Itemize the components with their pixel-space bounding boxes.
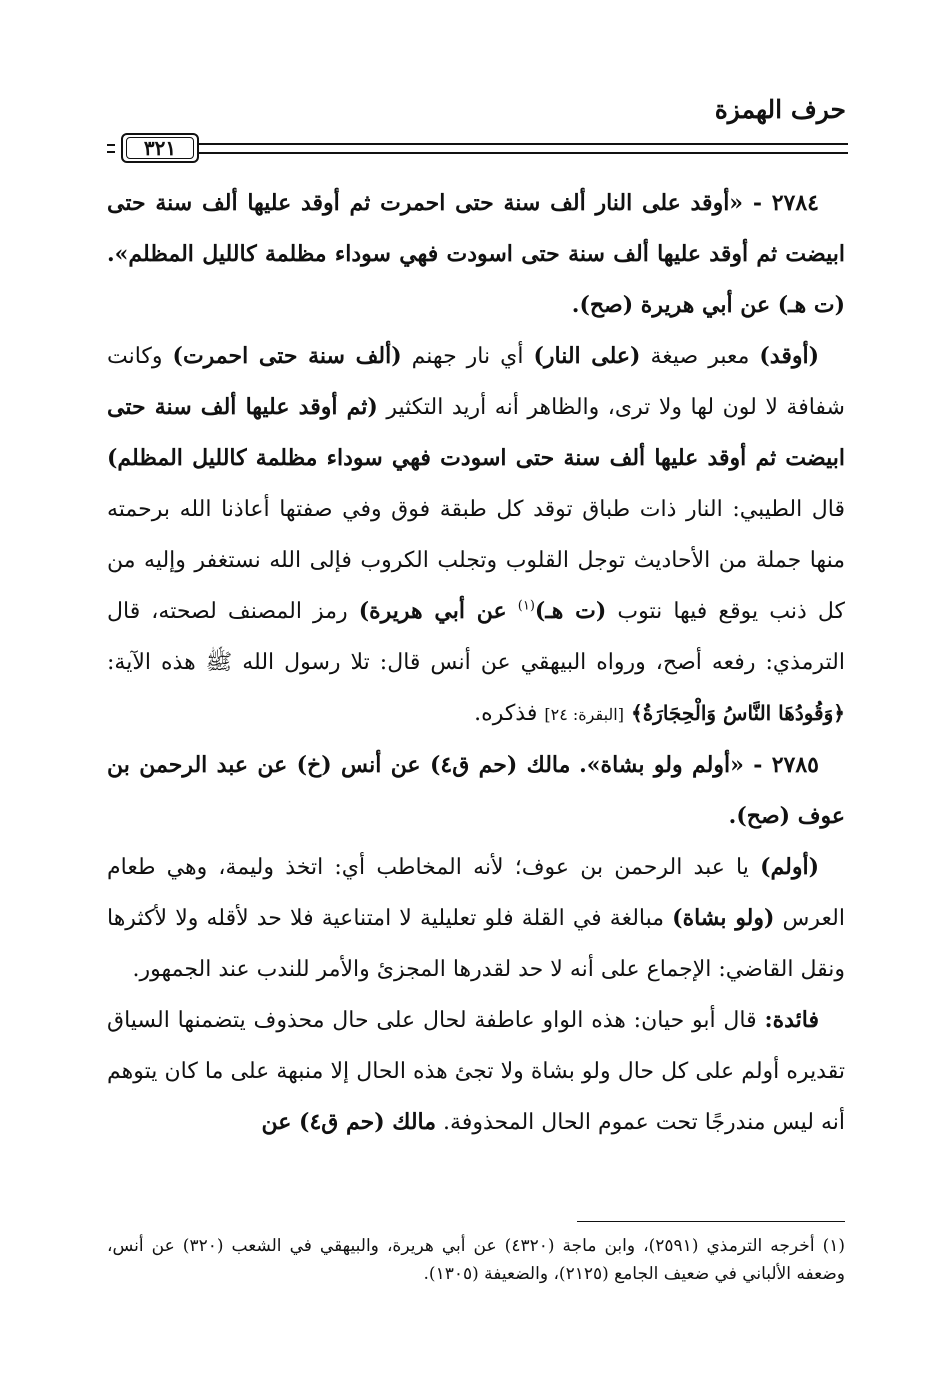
hadith-text: «أولم ولو بشاة».: [579, 752, 744, 778]
running-title: حرف الهمزة: [714, 95, 846, 124]
commentary-text: فذكره.: [474, 701, 538, 726]
faida-trailing-source: مالك (حم ق٤) عن: [261, 1109, 437, 1135]
faida-paragraph: [107, 995, 845, 1148]
commentary-text: رمز المصنف لصحته، قال الترمذي: رفعه أصح، ورواه البيهقي عن أنس قال: تلا رسول الله ﷺ هذه الآية:: [107, 599, 845, 675]
commentary-term: (ثم أوقد عليها ألف سنة حتى ابيضت ثم أوقد عليها ألف سنة حتى اسودت فهي سوداء مظلمة كالليل المظلم): [107, 394, 845, 471]
page-number: ٣٢١: [126, 137, 194, 159]
main-text: [107, 178, 845, 1148]
commentary-term: (أولم): [760, 854, 819, 880]
page-number-frame: [121, 133, 199, 163]
rule-tail: [107, 144, 115, 153]
footnote-marker[interactable]: (١): [517, 598, 535, 614]
commentary-text: قال الطيبي: النار ذات طباق توقد كل طبقة فوق وفي صفتها أعاذنا الله برحمته منها جملة من الأحاديث توجل القلوب وتجلب الكروب فإلى الله نستغفر وإليه من كل ذنب يوقع فيها نتوب: [107, 497, 845, 624]
commentary-term: (على النار): [533, 343, 641, 369]
commentary-term: (أوقد): [759, 343, 819, 369]
quran-verse: ﴿وَقُودُهَا النَّاسُ وَالْحِجَارَةُ﴾: [630, 701, 845, 725]
hadith-number: ٢٧٨٥: [771, 752, 819, 778]
commentary-2785: [107, 842, 845, 995]
commentary-term: عن أبي هريرة): [358, 598, 507, 624]
commentary-term: (ألف سنة حتى احمرت): [172, 343, 402, 369]
footnote: (١) أخرجه الترمذي (٢٥٩١)، وابن ماجة (٤٣٢٠) عن أبي هريرة، والبيهقي في الشعب (٣٢٠) عن أنس، وضعفه الألباني في ضعيف الجامع (٢١٢٥)، والضعيفة (١٣٠٥).: [107, 1236, 846, 1284]
commentary-text: أي نار جهنم: [411, 344, 524, 369]
commentary-text: يا عبد الرحمن بن عوف؛ لأنه المخاطب أي: اتخذ وليمة، وهي طعام العرس: [107, 855, 845, 931]
quran-reference: [البقرة: ٢٤]: [544, 705, 624, 724]
commentary-text: مبالغة في القلة فلو تعليلية لا امتناعية فلا حد لأقله ولا لأكثرها ونقل القاضي: الإجماع على أنه لا حد لقدرها المجزئ والأمر للندب عند الجمهور.: [107, 906, 845, 982]
hadith-source: مالك (حم ق٤) عن أنس (خ) عن عبد الرحمن بن عوف (صح).: [107, 752, 845, 829]
source-code: (ت هـ): [534, 598, 607, 624]
commentary-2784: [107, 331, 845, 740]
footnote-separator: [577, 1221, 845, 1222]
commentary-text: معبر صيغة: [650, 344, 750, 369]
commentary-text: وكانت شفافة لا لون لها ولا ترى، والظاهر أنه أريد التكثير: [107, 344, 845, 420]
hadith-text: «أوقد على النار ألف سنة حتى احمرت ثم أوقد عليها ألف سنة حتى ابيضت ثم أوقد عليها ألف سنة حتى اسودت فهي سوداء مظلمة كالليل المظلم».: [107, 190, 845, 267]
hadith-number: ٢٧٨٤: [771, 190, 819, 216]
hadith-2784: ٢٧٨٤ - «أوقد على النار ألف سنة حتى احمرت ثم أوقد عليها ألف سنة حتى ابيضت ثم أوقد عليها ألف سنة حتى اسودت فهي سوداء مظلمة كالليل المظلم». (ت هـ) عن أبي هريرة (صح).: [107, 190, 845, 318]
double-rule: [197, 143, 848, 154]
commentary-term: (ولو بشاة): [672, 905, 775, 931]
hadith-source: (ت هـ) عن أبي هريرة (صح).: [571, 292, 845, 318]
hadith-2785: ٢٧٨٥ - «أولم ولو بشاة». مالك (حم ق٤) عن أنس (خ) عن عبد الرحمن بن عوف (صح).: [107, 752, 845, 829]
header-rule: [107, 133, 848, 161]
faida-text: قال أبو حيان: هذه الواو عاطفة لحال على حال محذوف يتضمنها السياق تقديره أولم على كل حال ولو بشاة ولا تجئ هذه الحال إلا منبهة على ما كان يتوهم أنه ليس مندرجًا تحت عموم الحال المحذوفة.: [107, 1008, 845, 1135]
faida-label: فائدة:: [764, 1007, 820, 1033]
